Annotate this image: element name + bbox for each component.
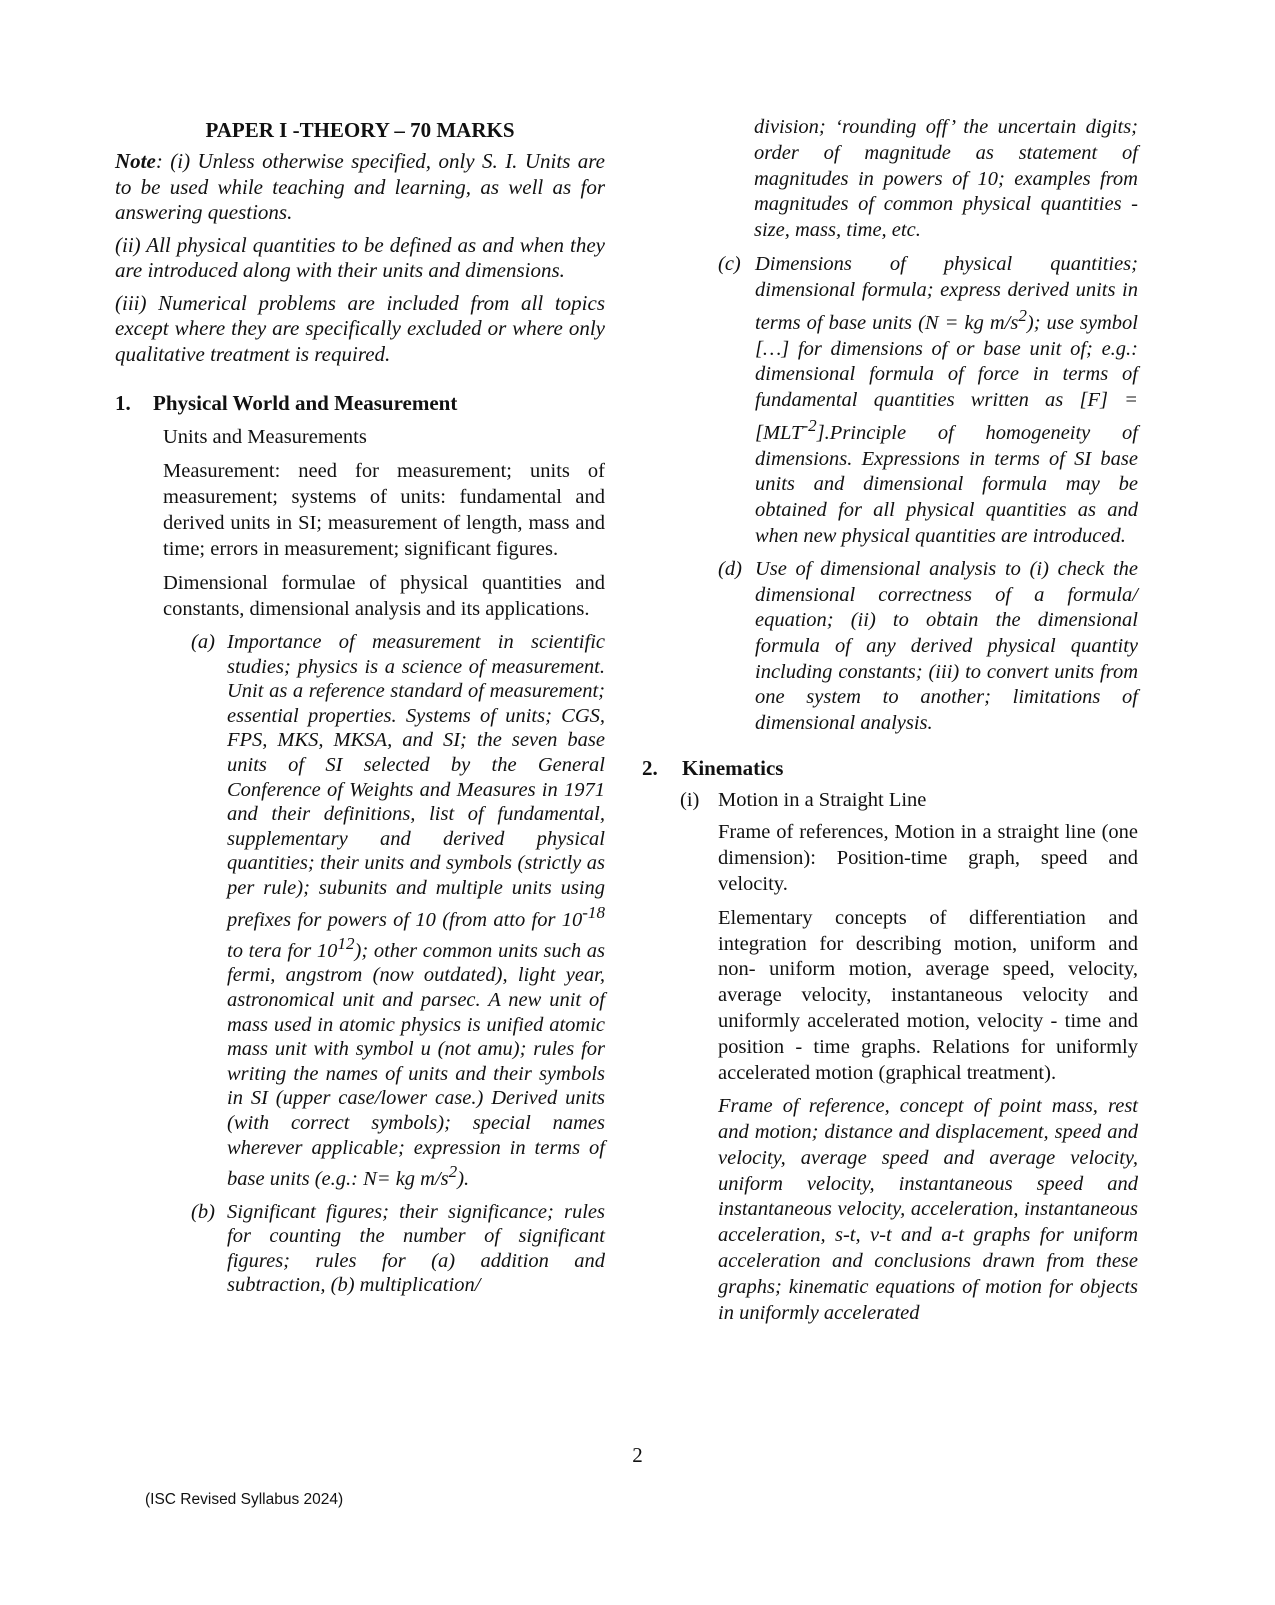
section-2-heading (642, 756, 1138, 781)
motion-straight-line-subheading (642, 789, 1138, 812)
item-a-superscript-2: 12 (337, 933, 355, 953)
item-b-text: Significant figures; their significance; rules for counting the number of significant figures; rules for (a) addition and subtraction, (b) multiplication/ (227, 1200, 605, 1297)
footer-text: (ISC Revised Syllabus 2024) (145, 1491, 344, 1508)
measurement-paragraph: Measurement: need for measurement; units of measurement; systems of units: fundamental and derived units in SI; measurement of length, mass and time; errors in measurement; significant figures. (163, 460, 605, 560)
units-and-measurements-subheading: Units and Measurements (163, 426, 367, 448)
section-1-number: 1. (115, 391, 131, 415)
elementary-concepts-paragraph: Elementary concepts of differentiation and integration for describing motion, uniform and non- uniform motion, average speed, velocity, average velocity, instantaneous velocity and uniformly accelerated motion, velocity - time and position - time graphs. Relations for uniformly accelerated motion (graphical treatment). (718, 906, 1138, 1084)
item-a-text-4: ). (457, 1167, 470, 1190)
item-d-label: (d) (718, 558, 742, 581)
section-2-title: Kinematics (682, 756, 784, 781)
subheading-i-title: Motion in a Straight Line (718, 789, 927, 812)
note-3: (iii) Numerical problems are included from all topics except where they are specifically excluded or where only qualitative treatment is required. (115, 290, 605, 366)
item-c-label: (c) (718, 252, 741, 275)
item-c-superscript-1: 2 (1018, 306, 1027, 326)
note-1 (115, 149, 605, 226)
item-b-continuation: division; ‘rounding off’ the uncertain digits; order of magnitude as statement of magnitudes in powers of 10; examples from magnitudes of common physical quantities - size, mass, time, etc. (754, 116, 1138, 242)
item-d-text: Use of dimensional analysis to (i) check the dimensional correctness of a formula/ equation; (ii) to obtain the dimensional formula of any derived physical quantity including constants; (iii) to convert units from one system to another; limitations of dimensional analysis. (755, 558, 1138, 734)
dimensional-formulae-paragraph: Dimensional formulae of physical quantities and constants, dimensional analysis and its applications. (163, 572, 605, 620)
item-b-label: (b) (191, 1200, 215, 1223)
item-c-text-3: ].Principle of homogeneity of dimensions. Expressions in terms of SI base units and dimensional formula may be obtained for all physical quantities as and when new physical quantities are introduced. (755, 422, 1138, 547)
item-c-text-1: Dimensions of physical quantities; dimensional formula; express derived units in terms of base units (N = kg m/s (755, 252, 1138, 334)
item-a-text-1: Importance of measurement in scientific studies; physics is a science of measurement. Unit as a reference standard of measurement; essential properties. Systems of units; CGS, FPS, MKS, MKSA, and SI; the seven base units of SI selected by the General Conference of Weights and Measures in 1971 and their definitions, list of fundamental, supplementary and derived physical quantities; their units and symbols (strictly as per rule); subunits and multiple units using prefixes for powers of 10 (from atto for 10 (227, 631, 605, 931)
item-a-label: (a) (191, 631, 215, 653)
item-c-text-2: ); use symbol […] for dimensions of or base unit of; e.g.: dimensional formula of force in terms of fundamental quantities written as [F] = [MLT (755, 312, 1138, 445)
frame-of-reference-details-paragraph: Frame of reference, concept of point mass, rest and motion; distance and displacement, speed and velocity, average speed and average velocity, uniform velocity, instantaneous speed and instantaneous velocity, acceleration, instantaneous acceleration, s-t, v-t and a-t graphs for uniform acceleration and conclusions drawn from these graphs; kinematic equations of motion for objects in uniformly accelerated (718, 1095, 1138, 1324)
section-2-number: 2. (642, 756, 658, 781)
note-2: (ii) All physical quantities to be defined as and when they are introduced along with their units and dimensions. (115, 232, 605, 282)
item-a-text-2: to tera for 10 (227, 939, 338, 962)
section-1-heading (115, 391, 605, 416)
item-a-text-3: ); other common units such as fermi, angstrom (now outdated), light year, astronomical unit and parsec. A new unit of mass used in atomic physics is unified atomic mass unit with symbol u (not amu); rules for writing the names of units and their symbols in SI (upper case/lower case.) Derived units (with correct symbols); special names wherever applicable; expression in terms of base units (e.g.: N= kg m/s (227, 939, 605, 1190)
right-column (642, 115, 1138, 1334)
item-c-superscript-2: -2 (802, 416, 817, 436)
item-b (115, 1200, 605, 1298)
note-1-text: : (i) Unless otherwise specified, only S. I. Units are to be used while teaching and learning, as well as for answering questions. (115, 149, 605, 224)
page-number: 2 (632, 1443, 643, 1467)
item-c (642, 252, 1138, 549)
item-a (115, 630, 605, 1192)
subheading-i-label: (i) (680, 789, 700, 812)
paper-title: PAPER I -THEORY – 70 MARKS (205, 118, 515, 142)
item-d (642, 557, 1138, 736)
frame-of-references-paragraph: Frame of references, Motion in a straight line (one dimension): Position-time graph, speed and velocity. (718, 821, 1138, 895)
section-1-title: Physical World and Measurement (153, 391, 458, 415)
note-label: Note (115, 149, 156, 173)
item-a-superscript-1: -18 (582, 902, 605, 922)
item-a-superscript-3: 2 (448, 1162, 458, 1182)
left-column (115, 115, 605, 1306)
